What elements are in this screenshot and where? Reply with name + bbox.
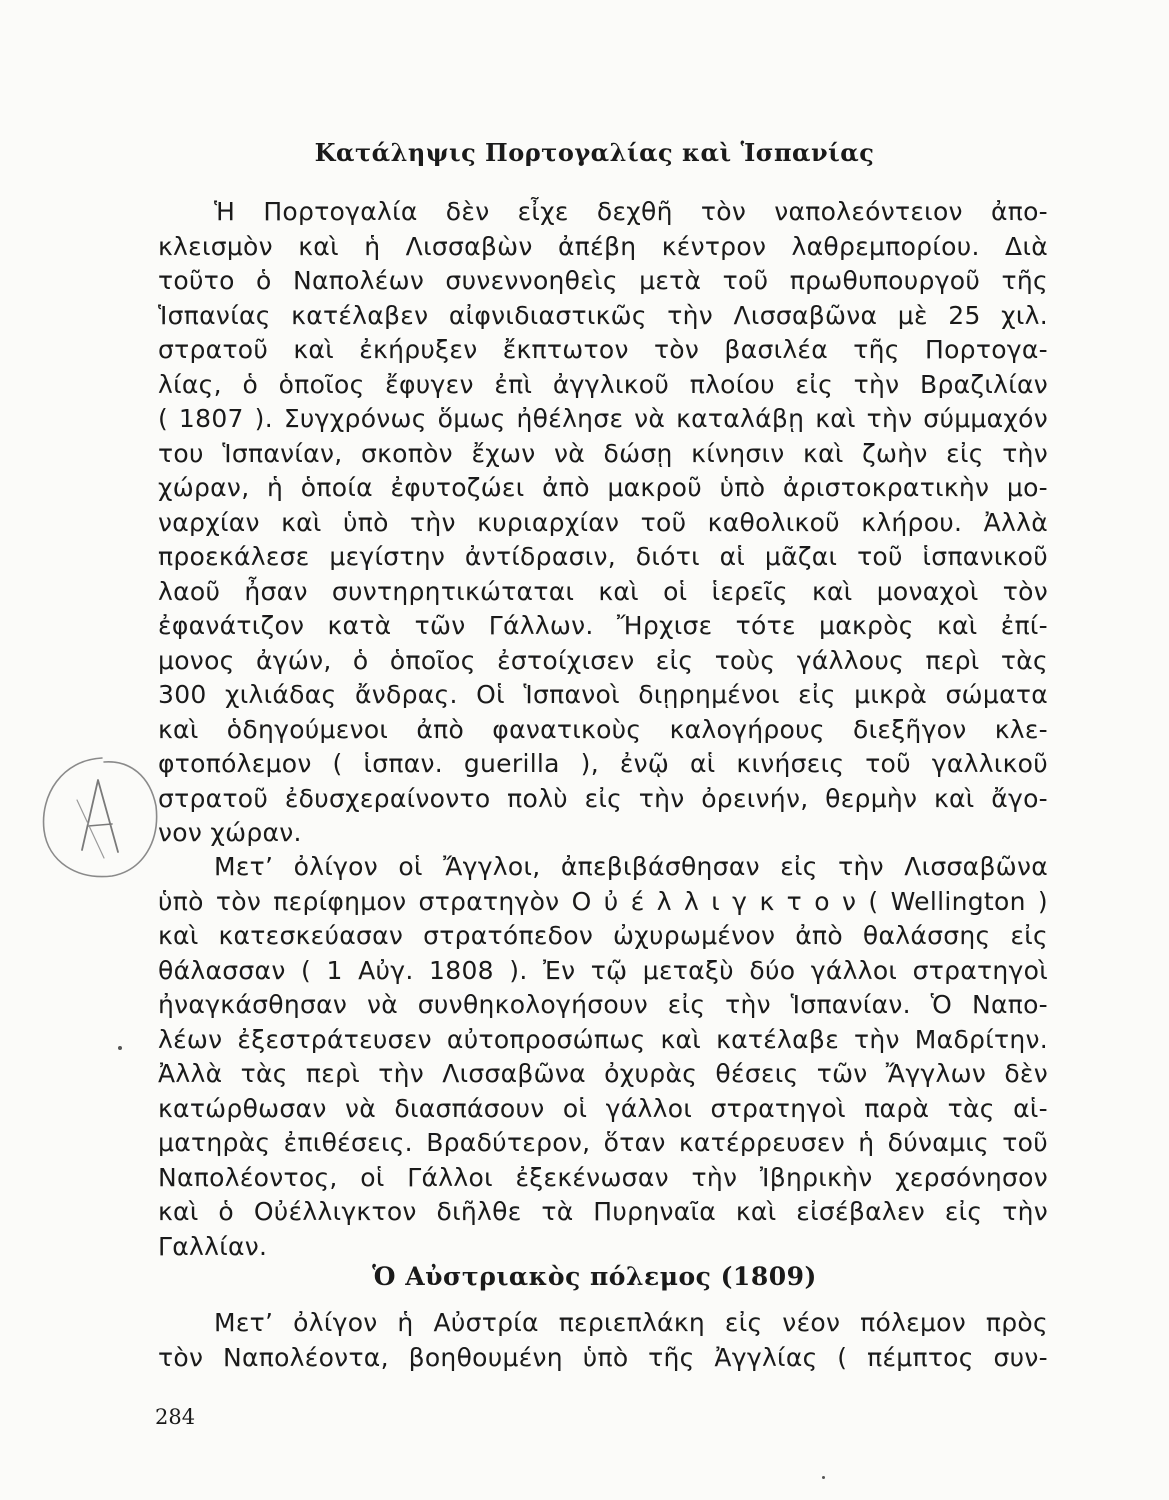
text-line: Ἀλλὰ τὰς περὶ τὴν Λισσαβῶνα ὀχυρὰς θέσεις τῶν Ἄγγλων δὲν	[158, 1059, 1048, 1088]
text-line: καὶ κατεσκεύασαν στρατόπεδον ὠχυρωμένον ἀπὸ θαλάσσης εἰς	[158, 921, 1048, 950]
page-number: 284	[155, 1405, 196, 1429]
text-line: κατώρθωσαν νὰ διασπάσουν οἱ γάλλοι στρατηγοὶ παρὰ τὰς αἱ-	[158, 1093, 1048, 1123]
text-line: μονος ἀγών, ὁ ὁποῖος ἐστοίχισεν εἰς τοὺς γάλλους περὶ τὰς	[158, 645, 1048, 675]
text-line: Μετ’ ὀλίγον οἱ Ἄγγλοι, ἀπεβιβάσθησαν εἰς τὴν Λισσαβῶνα	[214, 852, 1048, 881]
text-line: Ἱσπανίας κατέλαβεν αἰφνιδιαστικῶς τὴν Λισσαβῶνα μὲ 25 χιλ.	[158, 300, 1048, 330]
text-line: ναρχίαν καὶ ὑπὸ τὴν κυριαρχίαν τοῦ καθολικοῦ κλήρου. Ἀλλὰ	[158, 507, 1048, 537]
text-line: χώραν, ἡ ὁποία ἐφυτοζώει ἀπὸ μακροῦ ὑπὸ ἀριστοκρατικὴν μο-	[158, 473, 1048, 502]
text-line: ( 1807 ). Συγχρόνως ὅμως ἠθέλησε νὰ καταλάβῃ καὶ τὴν σύμμαχόν	[158, 404, 1048, 433]
section-heading-portugal-spain: Κατάληψις Πορτογαλίας καὶ Ἱσπανίας	[314, 138, 875, 167]
text-line: καὶ ὁδηγούμενοι ἀπὸ φανατικοὺς καλογήρους διεξῆγον κλε-	[158, 714, 1048, 744]
text-line: καὶ ὁ Οὐέλλιγκτον διῆλθε τὰ Πυρηναῖα καὶ εἰσέβαλεν εἰς τὴν	[158, 1197, 1048, 1226]
ink-speck	[118, 1046, 122, 1050]
text-line: τὸν Ναπολέοντα, βοηθουμένη ὑπὸ τῆς Ἀγγλίας ( πέμπτος συν-	[158, 1342, 1048, 1372]
paragraph-portugal-spain	[158, 195, 1048, 851]
pencil-annotation-icon	[22, 740, 172, 890]
text-line: λίας, ὁ ὁποῖος ἔφυγεν ἐπὶ ἀγγλικοῦ πλοίου εἰς τὴν Βραζιλίαν	[158, 369, 1048, 399]
text-line: λέων ἐξεστράτευσεν αὐτοπροσώπως καὶ κατέλαβε τὴν Μαδρίτην.	[158, 1024, 1048, 1054]
ink-speck	[822, 1476, 825, 1479]
text-line: φτοπόλεμον ( ἱσπαν. guerilla ), ἐνῷ αἱ κινήσεις τοῦ γαλλικοῦ	[158, 749, 1048, 778]
text-line: ἠναγκάσθησαν νὰ συνθηκολογήσουν εἰς τὴν Ἱσπανίαν. Ὁ Ναπο-	[158, 990, 1048, 1019]
text-line: Ναπολέοντος, οἱ Γάλλοι ἐξεκένωσαν τὴν Ἰβηρικὴν χερσόνησον	[158, 1162, 1048, 1192]
text-line: κλεισμὸν καὶ ἡ Λισσαβὼν ἀπέβη κέντρον λαθρεμπορίου. Διὰ	[158, 231, 1048, 261]
text-line: ἐφανάτιζον κατὰ τῶν Γάλλων. Ἤρχισε τότε μακρὸς καὶ ἐπί-	[158, 611, 1048, 640]
text-line: Μετ’ ὀλίγον ἡ Αὐστρία περιεπλάκη εἰς νέον πόλεμον πρὸς	[214, 1308, 1048, 1337]
paragraph-wellington	[158, 850, 1048, 1264]
text-line: του Ἱσπανίαν, σκοπὸν ἔχων νὰ δώσῃ κίνησιν καὶ ζωὴν εἰς τὴν	[158, 438, 1048, 468]
text-line: θάλασσαν ( 1 Αὐγ. 1808 ). Ἐν τῷ μεταξὺ δύο γάλλοι στρατηγοὶ	[158, 955, 1048, 985]
text-line: στρατοῦ ἐδυσχεραίνοντο πολὺ εἰς τὴν ὀρεινήν, θερμὴν καὶ ἄγο-	[158, 783, 1048, 813]
text-line: λαοῦ ἦσαν συντηρητικώταται καὶ οἱ ἱερεῖς καὶ μοναχοὶ τὸν	[158, 576, 1048, 606]
text-line: προεκάλεσε μεγίστην ἀντίδρασιν, διότι αἱ μᾶζαι τοῦ ἱσπανικοῦ	[158, 542, 1048, 571]
text-line: νον χώραν.	[158, 818, 302, 847]
text-line: Ἡ Πορτογαλία δὲν εἶχε δεχθῆ τὸν ναπολεόντειον ἀπο-	[214, 197, 1048, 226]
paragraph-austrian-war	[158, 1306, 1048, 1375]
text-line: 300 χιλιάδας ἄνδρας. Οἱ Ἱσπανοὶ διῃρημένοι εἰς μικρὰ σώματα	[158, 680, 1048, 709]
text-line: ματηρὰς ἐπιθέσεις. Βραδύτερον, ὅταν κατέρρευσεν ἡ δύναμις τοῦ	[158, 1128, 1048, 1157]
section-heading-austrian-war: Ὁ Αὐστριακὸς πόλεμος (1809)	[372, 1262, 817, 1291]
text-line: στρατοῦ καὶ ἐκήρυξεν ἔκπτωτον τὸν βασιλέα τῆς Πορτογα-	[158, 335, 1048, 364]
text-line: Γαλλίαν.	[158, 1231, 268, 1261]
text-line: ὑπὸ τὸν περίφημον στρατηγὸν Ο ὐ έ λ λ ι γ κ τ ο ν ( Wellington )	[158, 886, 1048, 916]
text-line: τοῦτο ὁ Ναπολέων συνεννοηθεὶς μετὰ τοῦ πρωθυπουργοῦ τῆς	[158, 266, 1048, 295]
